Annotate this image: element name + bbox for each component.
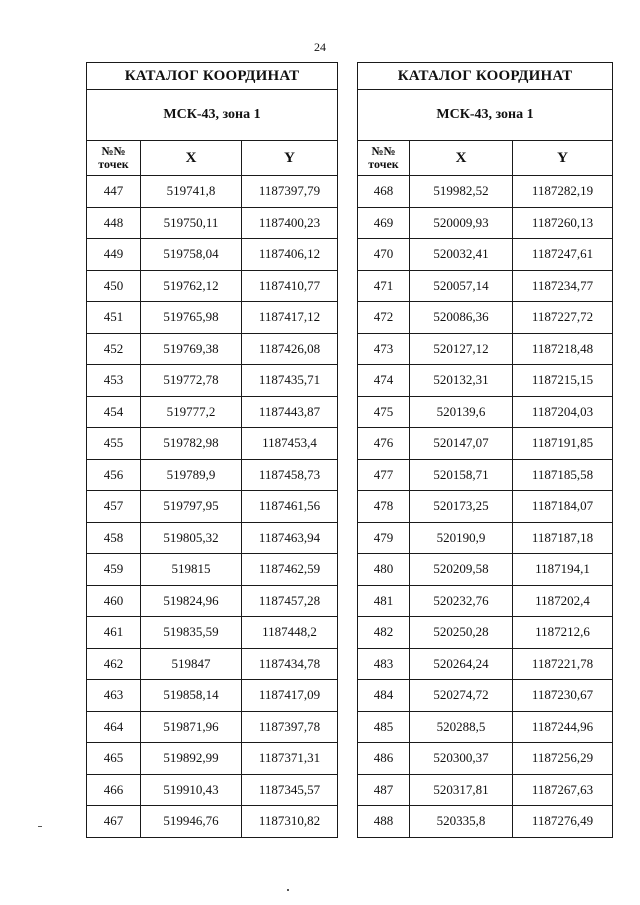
x-coordinate-cell: 520264,24 — [410, 648, 513, 680]
table-row — [358, 459, 613, 491]
y-coordinate-cell: 1187234,77 — [513, 270, 613, 302]
x-coordinate-cell: 520147,07 — [410, 428, 513, 460]
table-row — [358, 522, 613, 554]
point-number-cell: 476 — [358, 428, 410, 460]
table-row — [87, 428, 338, 460]
table-row — [87, 774, 338, 806]
point-number-cell: 460 — [87, 585, 141, 617]
point-number-cell: 455 — [87, 428, 141, 460]
x-coordinate-cell: 519815 — [141, 554, 242, 586]
table-row — [87, 270, 338, 302]
y-coordinate-cell: 1187410,77 — [242, 270, 338, 302]
table-row — [87, 585, 338, 617]
point-number-cell: 464 — [87, 711, 141, 743]
y-coordinate-cell: 1187458,73 — [242, 459, 338, 491]
x-coordinate-cell: 519805,32 — [141, 522, 242, 554]
x-coordinate-cell: 520190,9 — [410, 522, 513, 554]
y-coordinate-cell: 1187244,96 — [513, 711, 613, 743]
point-number-cell: 485 — [358, 711, 410, 743]
y-coordinate-cell: 1187185,58 — [513, 459, 613, 491]
y-coordinate-cell: 1187435,71 — [242, 365, 338, 397]
table-row — [358, 207, 613, 239]
point-number-cell: 456 — [87, 459, 141, 491]
point-number-cell: 466 — [87, 774, 141, 806]
point-number-cell: 463 — [87, 680, 141, 712]
y-coordinate-cell: 1187187,18 — [513, 522, 613, 554]
point-number-cell: 457 — [87, 491, 141, 523]
x-coordinate-cell: 520139,6 — [410, 396, 513, 428]
x-coordinate-cell: 520317,81 — [410, 774, 513, 806]
x-coordinate-cell: 520250,28 — [410, 617, 513, 649]
y-coordinate-cell: 1187267,63 — [513, 774, 613, 806]
x-coordinate-cell: 520274,72 — [410, 680, 513, 712]
y-coordinate-cell: 1187463,94 — [242, 522, 338, 554]
table-row — [358, 617, 613, 649]
point-number-cell: 482 — [358, 617, 410, 649]
point-number-cell: 462 — [87, 648, 141, 680]
table-row — [358, 491, 613, 523]
point-number-cell: 467 — [87, 806, 141, 838]
point-number-cell: 472 — [358, 302, 410, 334]
y-coordinate-cell: 1187371,31 — [242, 743, 338, 775]
y-coordinate-cell: 1187400,23 — [242, 207, 338, 239]
point-number-cell: 465 — [87, 743, 141, 775]
catalog-subtitle: МСК-43, зона 1 — [87, 90, 338, 141]
x-coordinate-cell: 519824,96 — [141, 585, 242, 617]
catalog-title: КАТАЛОГ КООРДИНАТ — [358, 63, 613, 90]
x-coordinate-cell: 519946,76 — [141, 806, 242, 838]
x-coordinate-cell: 519750,11 — [141, 207, 242, 239]
y-coordinate-cell: 1187397,78 — [242, 711, 338, 743]
point-number-cell: 448 — [87, 207, 141, 239]
x-coordinate-cell: 520009,93 — [410, 207, 513, 239]
point-number-cell: 474 — [358, 365, 410, 397]
x-coordinate-cell: 520335,8 — [410, 806, 513, 838]
y-coordinate-cell: 1187218,48 — [513, 333, 613, 365]
y-coordinate-cell: 1187417,12 — [242, 302, 338, 334]
point-number-cell: 475 — [358, 396, 410, 428]
y-coordinate-cell: 1187457,28 — [242, 585, 338, 617]
point-number-cell: 483 — [358, 648, 410, 680]
table-row — [358, 711, 613, 743]
x-coordinate-cell: 520132,31 — [410, 365, 513, 397]
x-coordinate-cell: 519765,98 — [141, 302, 242, 334]
scan-speck — [38, 826, 42, 827]
y-coordinate-cell: 1187212,6 — [513, 617, 613, 649]
table-row — [87, 239, 338, 271]
y-coordinate-cell: 1187215,15 — [513, 365, 613, 397]
x-coordinate-cell: 519835,59 — [141, 617, 242, 649]
table-row — [358, 774, 613, 806]
point-number-cell: 454 — [87, 396, 141, 428]
y-coordinate-cell: 1187345,57 — [242, 774, 338, 806]
y-coordinate-cell: 1187406,12 — [242, 239, 338, 271]
point-number-cell: 481 — [358, 585, 410, 617]
x-coordinate-cell: 520086,36 — [410, 302, 513, 334]
table-row — [358, 176, 613, 208]
y-coordinate-cell: 1187260,13 — [513, 207, 613, 239]
x-coordinate-cell: 520173,25 — [410, 491, 513, 523]
table-row — [87, 491, 338, 523]
point-number-cell: 471 — [358, 270, 410, 302]
point-number-cell: 477 — [358, 459, 410, 491]
y-coordinate-cell: 1187191,85 — [513, 428, 613, 460]
table-row — [87, 680, 338, 712]
table-row — [87, 302, 338, 334]
table-row — [358, 428, 613, 460]
x-coordinate-cell: 519762,12 — [141, 270, 242, 302]
point-number-cell: 459 — [87, 554, 141, 586]
y-coordinate-cell: 1187194,1 — [513, 554, 613, 586]
point-number-cell: 453 — [87, 365, 141, 397]
table-row — [87, 711, 338, 743]
point-number-cell: 479 — [358, 522, 410, 554]
table-row — [87, 207, 338, 239]
y-coordinate-cell: 1187184,07 — [513, 491, 613, 523]
y-coordinate-cell: 1187448,2 — [242, 617, 338, 649]
column-header-x: X — [410, 141, 513, 176]
x-coordinate-cell: 519910,43 — [141, 774, 242, 806]
y-coordinate-cell: 1187426,08 — [242, 333, 338, 365]
point-number-cell: 484 — [358, 680, 410, 712]
catalog-subtitle: МСК-43, зона 1 — [358, 90, 613, 141]
column-header-point-number: №№ точек — [358, 141, 410, 176]
coordinate-catalog-table-left — [86, 62, 338, 838]
y-coordinate-cell: 1187276,49 — [513, 806, 613, 838]
x-coordinate-cell: 520232,76 — [410, 585, 513, 617]
point-number-cell: 449 — [87, 239, 141, 271]
x-coordinate-cell: 519772,78 — [141, 365, 242, 397]
y-coordinate-cell: 1187310,82 — [242, 806, 338, 838]
table-row — [358, 680, 613, 712]
y-coordinate-cell: 1187417,09 — [242, 680, 338, 712]
point-number-cell: 469 — [358, 207, 410, 239]
table-row — [87, 743, 338, 775]
table-row — [358, 239, 613, 271]
y-coordinate-cell: 1187202,4 — [513, 585, 613, 617]
x-coordinate-cell: 519777,2 — [141, 396, 242, 428]
point-number-cell: 447 — [87, 176, 141, 208]
column-header-x: X — [141, 141, 242, 176]
table-row — [358, 302, 613, 334]
x-coordinate-cell: 519847 — [141, 648, 242, 680]
y-coordinate-cell: 1187204,03 — [513, 396, 613, 428]
page-number: 24 — [314, 40, 326, 54]
table-row — [87, 176, 338, 208]
table-row — [358, 396, 613, 428]
x-coordinate-cell: 520209,58 — [410, 554, 513, 586]
point-number-cell: 487 — [358, 774, 410, 806]
point-number-cell: 451 — [87, 302, 141, 334]
x-coordinate-cell: 519892,99 — [141, 743, 242, 775]
table-row — [358, 806, 613, 838]
x-coordinate-cell: 519782,98 — [141, 428, 242, 460]
table-row — [358, 585, 613, 617]
table-row — [358, 554, 613, 586]
x-coordinate-cell: 519769,38 — [141, 333, 242, 365]
column-header-y: Y — [242, 141, 338, 176]
coordinate-catalog-table-right — [357, 62, 613, 838]
y-coordinate-cell: 1187221,78 — [513, 648, 613, 680]
y-coordinate-cell: 1187453,4 — [242, 428, 338, 460]
table-row — [87, 365, 338, 397]
table-row — [87, 617, 338, 649]
point-number-cell: 486 — [358, 743, 410, 775]
point-number-cell: 478 — [358, 491, 410, 523]
x-coordinate-cell: 520032,41 — [410, 239, 513, 271]
x-coordinate-cell: 519789,9 — [141, 459, 242, 491]
x-coordinate-cell: 519871,96 — [141, 711, 242, 743]
y-coordinate-cell: 1187230,67 — [513, 680, 613, 712]
x-coordinate-cell: 520300,37 — [410, 743, 513, 775]
y-coordinate-cell: 1187256,29 — [513, 743, 613, 775]
scan-speck — [287, 889, 289, 891]
x-coordinate-cell: 520057,14 — [410, 270, 513, 302]
y-coordinate-cell: 1187462,59 — [242, 554, 338, 586]
x-coordinate-cell: 519741,8 — [141, 176, 242, 208]
table-row — [87, 648, 338, 680]
table-row — [358, 743, 613, 775]
x-coordinate-cell: 520288,5 — [410, 711, 513, 743]
y-coordinate-cell: 1187397,79 — [242, 176, 338, 208]
point-number-cell: 468 — [358, 176, 410, 208]
column-header-y: Y — [513, 141, 613, 176]
table-row — [87, 522, 338, 554]
table-row — [358, 333, 613, 365]
y-coordinate-cell: 1187282,19 — [513, 176, 613, 208]
catalog-title: КАТАЛОГ КООРДИНАТ — [87, 63, 338, 90]
x-coordinate-cell: 519858,14 — [141, 680, 242, 712]
y-coordinate-cell: 1187443,87 — [242, 396, 338, 428]
point-number-cell: 458 — [87, 522, 141, 554]
table-row — [358, 270, 613, 302]
x-coordinate-cell: 519982,52 — [410, 176, 513, 208]
table-row — [358, 365, 613, 397]
point-number-cell: 473 — [358, 333, 410, 365]
table-row — [358, 648, 613, 680]
point-number-cell: 480 — [358, 554, 410, 586]
y-coordinate-cell: 1187247,61 — [513, 239, 613, 271]
column-header-point-number: №№ точек — [87, 141, 141, 176]
point-number-cell: 452 — [87, 333, 141, 365]
y-coordinate-cell: 1187227,72 — [513, 302, 613, 334]
point-number-cell: 450 — [87, 270, 141, 302]
y-coordinate-cell: 1187461,56 — [242, 491, 338, 523]
x-coordinate-cell: 520127,12 — [410, 333, 513, 365]
table-row — [87, 554, 338, 586]
point-number-cell: 461 — [87, 617, 141, 649]
table-row — [87, 333, 338, 365]
point-number-cell: 470 — [358, 239, 410, 271]
table-row — [87, 396, 338, 428]
x-coordinate-cell: 519797,95 — [141, 491, 242, 523]
table-row — [87, 459, 338, 491]
x-coordinate-cell: 520158,71 — [410, 459, 513, 491]
y-coordinate-cell: 1187434,78 — [242, 648, 338, 680]
x-coordinate-cell: 519758,04 — [141, 239, 242, 271]
point-number-cell: 488 — [358, 806, 410, 838]
table-row — [87, 806, 338, 838]
